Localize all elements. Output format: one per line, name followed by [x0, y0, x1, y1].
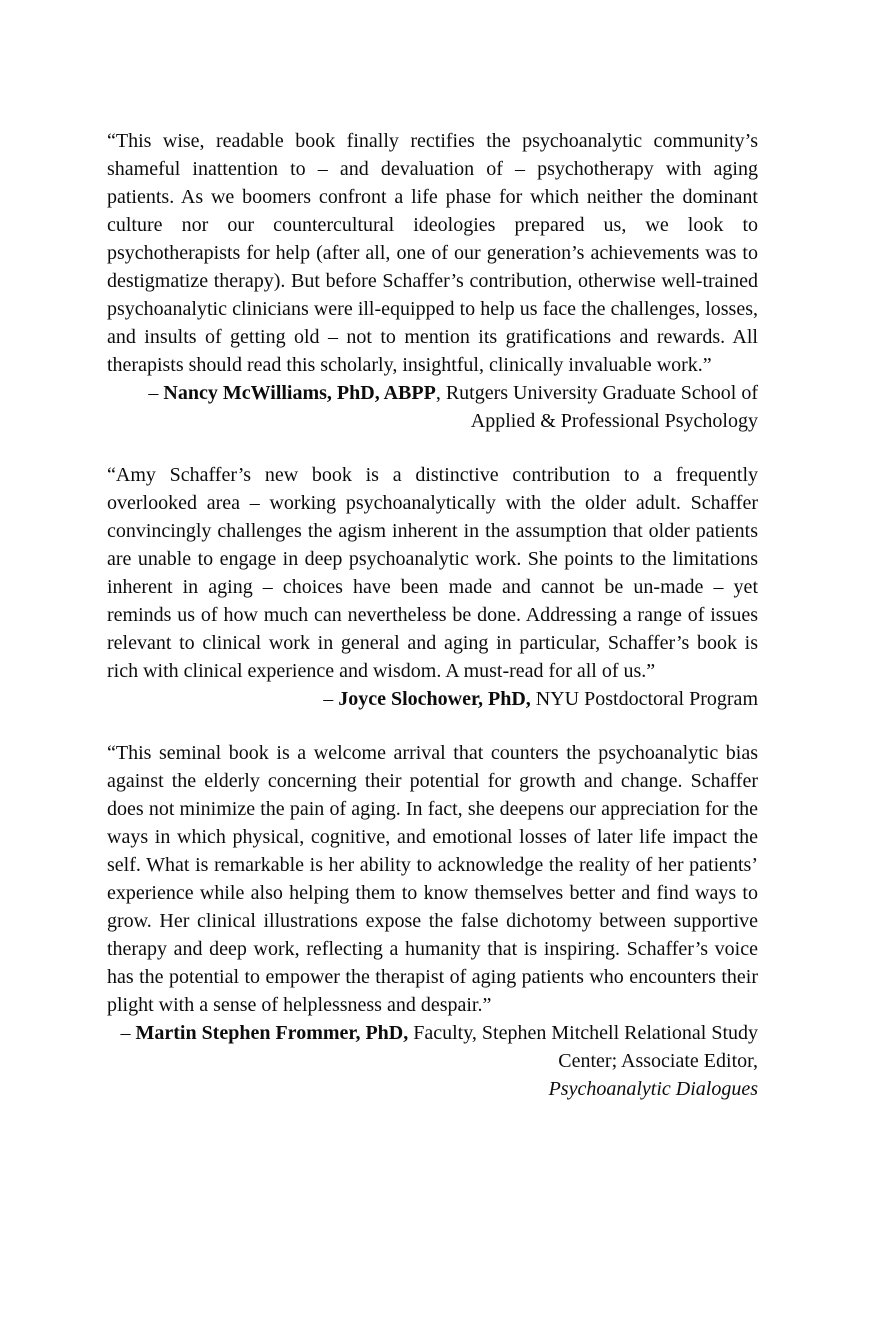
- blurb-quote: “This seminal book is a welcome arrival that counters the psychoanalytic bias against the elderly concerning their potential for growth and change. Schaffer does not minimize the pain of aging. In fact, she deepens our appreciation for the ways in which physical, cognitive, and emotional losses of later life impact the self. What is remarkable is her ability to acknowledge the reality of her patients’ experience while also helping them to know themselves better and find ways to grow. Her clinical illustrations expose the false dichotomy between supportive therapy and deep work, reflecting a humanity that is inspiring. Schaffer’s voice has the potential to empower the therapist of aging patients who encounters their plight with a sense of helplessness and despair.”: [107, 742, 758, 1016]
- attribution-name: Joyce Slochower, PhD,: [338, 688, 531, 710]
- attribution-dash: –: [120, 1022, 136, 1044]
- attribution-detail: , Rutgers University Graduate School of Applied & Professional Psychology: [435, 382, 758, 432]
- attribution-name: Nancy McWilliams, PhD, ABPP: [163, 382, 436, 404]
- attribution-detail: NYU Postdoctoral Program: [530, 688, 758, 710]
- endorsement-blurb-mcwilliams: [107, 127, 758, 435]
- blurb-attribution: [107, 685, 758, 713]
- blurb-quote: “This wise, readable book finally rectifies the psychoanalytic community’s shameful inattention to – and devaluation of – psychotherapy with aging patients. As we boomers confront a life phase for which neither the dominant culture nor our countercultural ideologies prepared us, we look to psychotherapists for help (after all, one of our generation’s achievements was to destigmatize therapy). But before Schaffer’s contribution, otherwise well-trained psychoanalytic clinicians were ill-equipped to help us face the challenges, losses, and insults of getting old – not to mention its gratifications and rewards. All therapists should read this scholarly, insightful, clinically invaluable work.”: [107, 130, 758, 376]
- attribution-name: Martin Stephen Frommer, PhD,: [135, 1022, 409, 1044]
- page-content: [107, 127, 758, 1103]
- attribution-journal-title: Psychoanalytic Dialogues: [548, 1078, 758, 1100]
- attribution-dash: –: [323, 688, 339, 710]
- blurb-attribution: [107, 379, 758, 435]
- endorsement-blurb-slochower: [107, 461, 758, 713]
- endorsement-blurb-frommer: [107, 739, 758, 1103]
- attribution-dash: –: [148, 382, 164, 404]
- attribution-detail: Faculty, Stephen Mitchell Relational Study Center; Associate Editor,: [408, 1022, 758, 1072]
- blurb-quote: “Amy Schaffer’s new book is a distinctive contribution to a frequently overlooked area – working psychoanalytically with the older adult. Schaffer convincingly challenges the agism inherent in the assumption that older patients are unable to engage in deep psychoanalytic work. She points to the limitations inherent in aging – choices have been made and cannot be un-made – yet reminds us of how much can nevertheless be done. Addressing a range of issues relevant to clinical work in general and aging in particular, Schaffer’s book is rich with clinical experience and wisdom. A must-read for all of us.”: [107, 464, 758, 682]
- blurb-attribution: [107, 1019, 758, 1103]
